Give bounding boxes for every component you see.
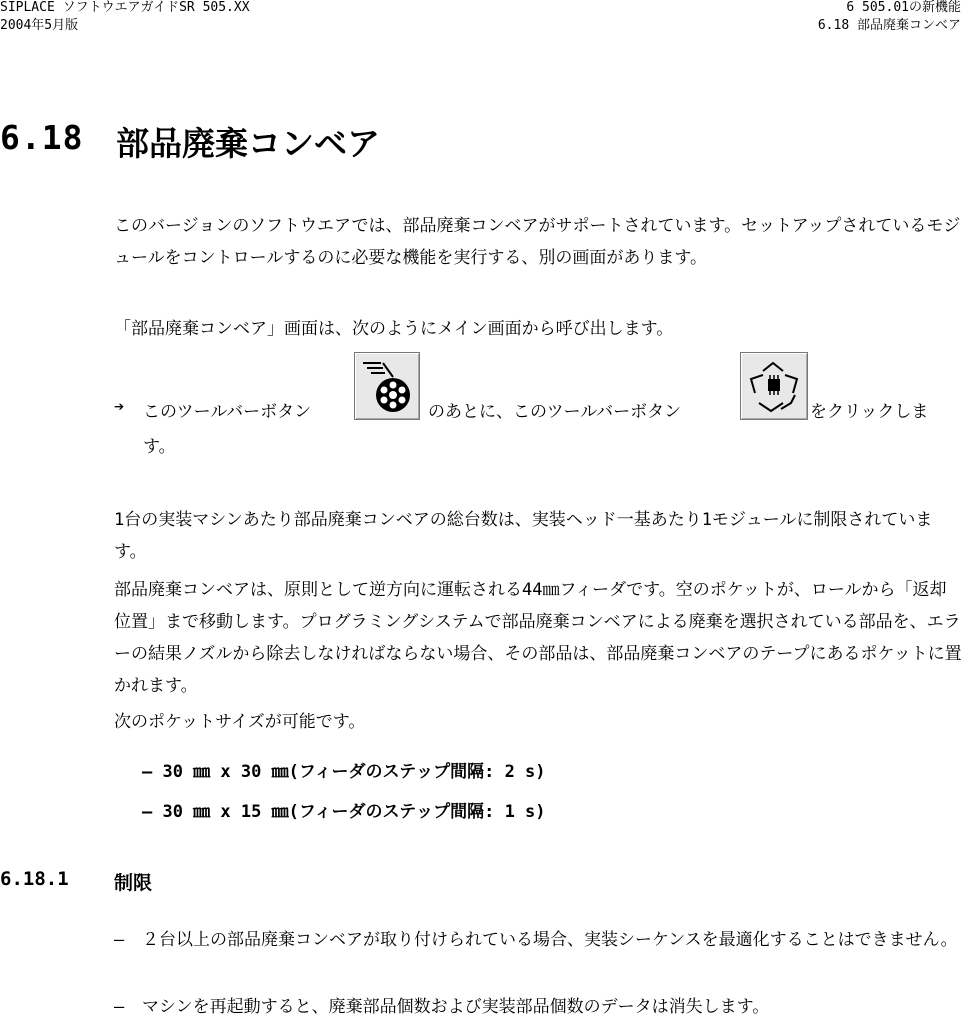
step-text-1: このツールバーボタン: [143, 402, 312, 422]
header-doc-title: SIPLACE ソフトウエアガイドSR 505.XX: [0, 0, 250, 15]
restriction-text-2: マシンを再起動すると、廃棄部品個数および実装部品個数のデータは消失します。: [142, 997, 770, 1017]
pocket-size-item-1: – 30 ㎜ x 30 ㎜(フィーダのステップ間隔: 2 s): [142, 762, 546, 782]
header-doc-date: 2004年5月版: [0, 18, 79, 33]
list-dash: –: [114, 930, 125, 950]
restriction-text-1: ２台以上の部品廃棄コンベアが取り付けられている場合、実装シーケンスを最適化することはできません。: [142, 930, 958, 950]
subsection-title: 制限: [114, 872, 153, 894]
body-paragraph-2: 部品廃棄コンベアは、原則として逆方向に運転される44㎜フィーダです。空のポケットが、ロールから「返却位置」まで移動します。プログラミングシステムで部品廃棄コンベアによる廃棄を選択されている部品を、エラーの結果ノズルから除去しなければならない場合、その部品は、部品廃棄コンベアのテープにあるポケットに置かれます。: [114, 580, 962, 696]
body-paragraph-3: 次のポケットサイズが可能です。: [114, 712, 366, 732]
step-text-2: のあとに、このツールバーボタン: [428, 402, 682, 422]
restriction-item-2: [114, 992, 962, 1022]
feeder-toolbar-button[interactable]: [354, 352, 420, 420]
step-text-4: す。: [143, 437, 176, 457]
header-chapter: 6 505.01の新機能: [846, 0, 961, 15]
list-dash: –: [114, 997, 125, 1017]
feeder-reel-icon: [355, 353, 419, 419]
step-arrow: ➔: [114, 397, 125, 417]
restriction-item-1: [114, 925, 962, 955]
recycle-icon: [741, 353, 807, 419]
section-number: 6.18: [0, 118, 84, 157]
intro-paragraph-1: このバージョンのソフトウエアでは、部品廃棄コンベアがサポートされています。セットアップされているモジュールをコントロールするのに必要な機能を実行する、別の画面があります。: [114, 216, 961, 268]
recycle-toolbar-button[interactable]: [740, 352, 808, 420]
subsection-number: 6.18.1: [0, 868, 69, 890]
intro-paragraph-2: 「部品廃棄コンベア」画面は、次のようにメイン画面から呼び出します。: [114, 319, 674, 339]
section-title: 部品廃棄コンベア: [116, 124, 380, 163]
body-paragraph-1: 1台の実装マシンあたり部品廃棄コンベアの総台数は、実装ヘッド一基あたり1モジュールに制限されています。: [114, 510, 933, 562]
pocket-size-item-2: – 30 ㎜ x 15 ㎜(フィーダのステップ間隔: 1 s): [142, 802, 546, 822]
header-section: 6.18 部品廃棄コンベア: [817, 18, 961, 33]
step-text-3: をクリックしま: [810, 402, 929, 422]
